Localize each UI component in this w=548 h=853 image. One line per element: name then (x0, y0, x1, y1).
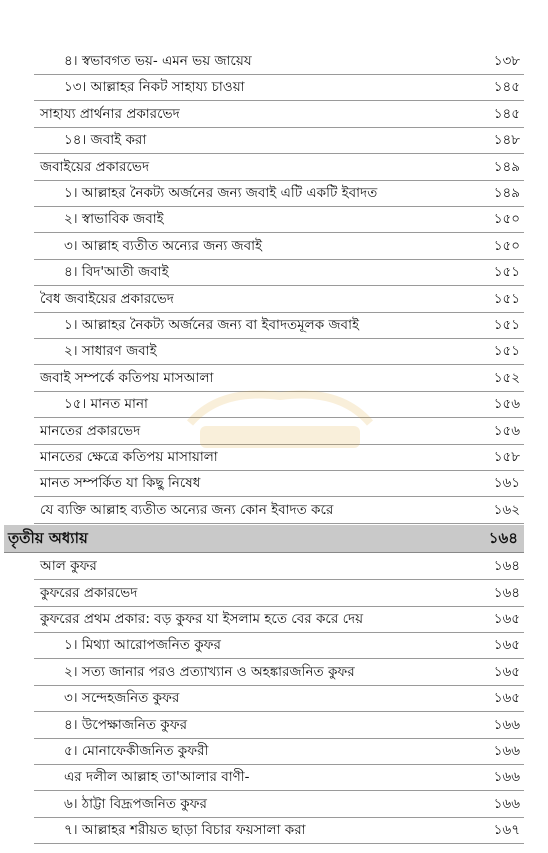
watermark-logo (180, 378, 380, 458)
toc-entry-title: ১৫। মানত মানা (64, 396, 148, 412)
toc-entry-page: ১৬৫ (493, 611, 520, 627)
toc-entry-title: কুফরের প্রকারভেদ (40, 585, 138, 601)
toc-entry (34, 206, 524, 233)
toc-entry (34, 74, 524, 101)
toc-entry (34, 259, 524, 286)
toc-entry-page: ১৬৬ (493, 769, 520, 785)
toc-entry-page: ১৬৪ (493, 585, 520, 601)
toc-entry (34, 127, 524, 154)
toc-entry-page: ১৬৫ (493, 637, 520, 653)
toc-entry-page: ১৫১ (493, 317, 520, 333)
toc-entry (34, 154, 524, 181)
toc-entry (34, 338, 524, 365)
toc-entry (34, 685, 524, 712)
toc-entry-title: বৈধ জবাইয়ের প্রকারভেদ (40, 291, 174, 307)
toc-entry-title: মানতের ক্ষেত্রে কতিপয় মাসায়ালা (40, 449, 218, 465)
toc-entry (34, 738, 524, 765)
toc-entry-page: ১৬৫ (493, 690, 520, 706)
toc-entry (34, 233, 524, 260)
toc-entry-title: ২। স্বাভাবিক জবাই (64, 211, 164, 227)
toc-entry-title: আল কুফর (40, 558, 97, 574)
toc-entry-title: ১। আল্লাহর নৈকট্য অর্জনের জন্য বা ইবাদতমূলক জবাই (64, 317, 360, 333)
toc-entry-title: ১৩। আল্লাহর নিকট সাহায্য চাওয়া (64, 79, 245, 95)
toc-entry-title: ৫। মোনাফেকীজনিত কুফরী (64, 743, 209, 759)
toc-entry-title: ২। সাধারণ জবাই (64, 343, 157, 359)
toc-entry (34, 553, 524, 580)
toc-entry-title: জবাইয়ের প্রকারভেদ (40, 159, 150, 175)
toc-entry (34, 764, 524, 791)
toc-entry-title: ২। সত্য জানার পরও প্রত্যাখ্যান ও অহঙ্কারজনিত কুফর (64, 664, 355, 680)
toc-entry (34, 632, 524, 659)
toc-entry-title: ৪। বিদ'আতী জবাই (64, 264, 169, 280)
toc-entry-page: ১৫৬ (493, 396, 520, 412)
toc-entry (34, 791, 524, 818)
toc-entry-page: ১৬৪ (493, 558, 520, 574)
toc-entry-page: ১৫১ (493, 291, 520, 307)
toc-entry-title: ৩। আল্লাহ ব্যতীত অন্যের জন্য জবাই (64, 238, 263, 254)
toc-entry (34, 470, 524, 497)
chapter-heading (4, 525, 524, 553)
toc-entry-page: ১৪৫ (493, 79, 520, 95)
toc-entry-title: এর দলীল আল্লাহ তা'আলার বাণী- (64, 769, 250, 785)
toc-entry-page: ১৫০ (493, 238, 520, 254)
toc-entry-title: ১৪। জবাই করা (64, 132, 147, 148)
toc-entry-page: ১৬৬ (493, 796, 520, 812)
toc-entry (34, 312, 524, 339)
toc-entry-title: মানতের প্রকারভেদ (40, 423, 141, 439)
chapter-page: ১৬৪ (488, 529, 518, 547)
toc-entry-page: ১৪৮ (493, 132, 520, 148)
toc-entry-title: যে ব্যক্তি আল্লাহ ব্যতীত অন্যের জন্য কোন ইবাদত করে (40, 502, 334, 518)
toc-entry-title: ৬। ঠাট্টা বিদ্রূপজনিত কুফর (64, 796, 207, 812)
toc-entry (34, 712, 524, 739)
toc-entry (34, 48, 524, 75)
toc-entry-page: ১৫৬ (493, 423, 520, 439)
toc-entry-title: মানত সম্পর্কিত যা কিছু নিষেধ (40, 475, 201, 491)
toc-entry-title: ৩। সন্দেহজনিত কুফর (64, 690, 180, 706)
toc-entry-page: ১৫১ (493, 343, 520, 359)
toc-entry (34, 817, 524, 844)
toc-entry-title: ৪। স্বভাবগত ভয়- এমন ভয় জায়েয (64, 53, 252, 69)
toc-entry (34, 580, 524, 607)
toc-entry (34, 180, 524, 207)
toc-entry-title: ১। মিথ্যা আরোপজনিত কুফর (64, 637, 221, 653)
toc-entry-page: ১৬৬ (493, 743, 520, 759)
toc-entry-page: ১৬৬ (493, 717, 520, 733)
toc-entry (34, 659, 524, 686)
toc-entry-title: জবাই সম্পর্কে কতিপয় মাসআলা (40, 370, 214, 386)
toc-entry (34, 101, 524, 128)
toc-entry-page: ১৪৯ (493, 159, 520, 175)
toc-entry-title: কুফরের প্রথম প্রকার: বড় কুফর যা ইসলাম হতে বের করে দেয় (40, 611, 364, 627)
toc-entry-page: ১৫৮ (493, 449, 520, 465)
toc-entry-page: ১৪৫ (493, 106, 520, 122)
toc-entry-page: ১৬২ (493, 502, 520, 518)
toc-entry-title: ৪। উপেক্ষাজনিত কুফর (64, 717, 187, 733)
toc-entry-page: ১৪৯ (493, 185, 520, 201)
chapter-title: তৃতীয় অধ্যায় (8, 529, 88, 547)
toc-entry-title: সাহায্য প্রার্থনার প্রকারভেদ (40, 106, 180, 122)
toc-entry-page: ১৫০ (493, 211, 520, 227)
toc-entry-page: ১৬৫ (493, 664, 520, 680)
toc-entry (34, 286, 524, 313)
toc-entry-title: ১। আল্লাহর নৈকট্য অর্জনের জন্য জবাই এটি একটি ইবাদত (64, 185, 378, 201)
toc-entry-page: ১৫২ (493, 370, 520, 386)
toc-entry-page: ১৬৭ (493, 822, 520, 838)
toc-entry (34, 606, 524, 633)
toc-entry-page: ১৫১ (493, 264, 520, 280)
toc-entry (34, 497, 524, 524)
toc-entry-title: ৭। আল্লাহর শরীয়ত ছাড়া বিচার ফয়সালা করা (64, 822, 306, 838)
toc-entry-page: ১৬১ (493, 475, 520, 491)
toc-entry-page: ১৩৮ (493, 53, 520, 69)
